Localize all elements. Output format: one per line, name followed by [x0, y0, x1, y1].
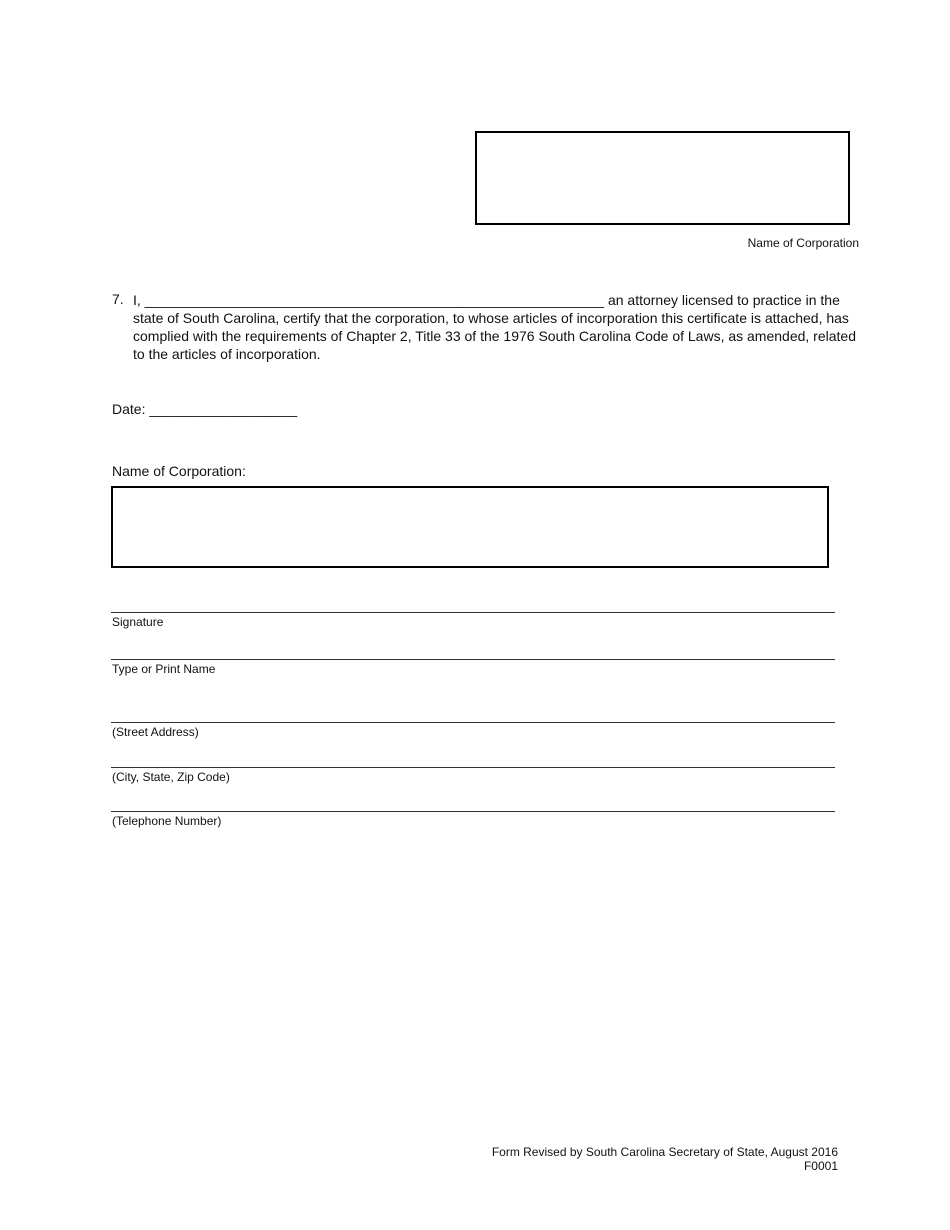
form-id: F0001	[803, 1159, 838, 1173]
corporation-name-box-top[interactable]	[475, 131, 850, 225]
item-number: 7.	[112, 291, 124, 307]
signature-label: Signature	[112, 615, 164, 629]
form-footer	[492, 1145, 838, 1173]
corporation-name-caption: Name of Corporation	[747, 236, 859, 250]
print-name-label: Type or Print Name	[112, 662, 216, 676]
date-field[interactable]: Date: ___________________	[112, 401, 298, 417]
city-state-zip-line[interactable]	[111, 767, 835, 768]
telephone-line[interactable]	[111, 811, 835, 812]
corporation-name-label: Name of Corporation:	[112, 463, 246, 479]
form-revised-text: Form Revised by South Carolina Secretary of State, August 2016	[491, 1145, 838, 1159]
print-name-line[interactable]	[111, 659, 835, 660]
city-state-zip-label: (City, State, Zip Code)	[112, 770, 230, 784]
street-address-line[interactable]	[111, 722, 835, 723]
attorney-certification-text: I, ___________________________________________________________ an attorney licensed to practice in the state of South Carolina, certify that the corporation, to whose articles of incorporation this certificate is attached, has complied with the requirements of Chapter 2, Title 33 of the 1976 South Carolina Code of Laws, as amended, related to the articles of incorporation.	[133, 292, 856, 362]
corporation-name-box[interactable]	[111, 486, 829, 568]
telephone-label: (Telephone Number)	[112, 814, 222, 828]
signature-line[interactable]	[111, 612, 835, 613]
street-address-label: (Street Address)	[112, 725, 199, 739]
